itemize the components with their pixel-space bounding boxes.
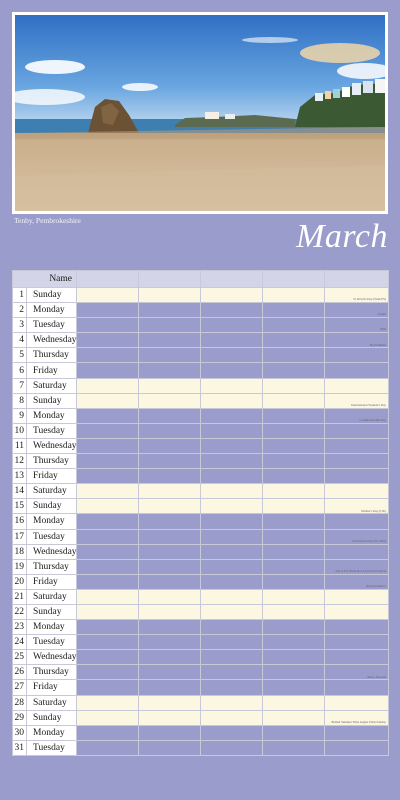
entry-cell[interactable] xyxy=(201,363,263,378)
entry-cell[interactable] xyxy=(201,438,263,453)
entry-cell[interactable] xyxy=(201,740,263,755)
day-name: Saturday xyxy=(27,484,77,499)
entry-cell[interactable] xyxy=(77,423,139,438)
holiday-note: St Patrick's Day (NI, ROI) xyxy=(325,529,389,544)
entry-cell[interactable] xyxy=(263,695,325,710)
holiday-note xyxy=(325,680,389,695)
holiday-note: Mawr Nowruz xyxy=(325,665,389,680)
day-name: Saturday xyxy=(27,378,77,393)
entry-cell[interactable] xyxy=(263,604,325,619)
day-row xyxy=(13,499,389,514)
day-row xyxy=(13,544,389,559)
day-row xyxy=(13,318,389,333)
day-name: Thursday xyxy=(27,454,77,469)
day-number: 16 xyxy=(13,514,27,529)
entry-cell[interactable] xyxy=(263,363,325,378)
day-name: Thursday xyxy=(27,348,77,363)
name-column-cell[interactable] xyxy=(201,271,263,288)
day-number: 6 xyxy=(13,363,27,378)
day-name: Wednesday xyxy=(27,650,77,665)
name-column-cell[interactable] xyxy=(263,271,325,288)
day-number: 18 xyxy=(13,544,27,559)
entry-cell[interactable] xyxy=(201,303,263,318)
entry-cell[interactable] xyxy=(77,438,139,453)
entry-cell[interactable] xyxy=(139,665,201,680)
entry-cell[interactable] xyxy=(263,484,325,499)
entry-cell[interactable] xyxy=(139,695,201,710)
day-number: 25 xyxy=(13,650,27,665)
entry-cell[interactable] xyxy=(77,604,139,619)
holiday-note: Holi xyxy=(325,318,389,333)
day-row xyxy=(13,650,389,665)
day-name: Monday xyxy=(27,725,77,740)
entry-cell[interactable] xyxy=(201,529,263,544)
entry-cell[interactable] xyxy=(263,665,325,680)
day-number: 19 xyxy=(13,559,27,574)
entry-cell[interactable] xyxy=(139,740,201,755)
day-name: Wednesday xyxy=(27,544,77,559)
entry-cell[interactable] xyxy=(139,363,201,378)
entry-cell[interactable] xyxy=(139,333,201,348)
day-row xyxy=(13,740,389,755)
holiday-note xyxy=(325,635,389,650)
entry-cell[interactable] xyxy=(139,559,201,574)
entry-cell[interactable] xyxy=(263,710,325,725)
holiday-note: Commonwealth Day xyxy=(325,408,389,423)
day-name: Friday xyxy=(27,363,77,378)
holiday-note xyxy=(325,469,389,484)
holiday-note xyxy=(325,454,389,469)
entry-cell[interactable] xyxy=(139,423,201,438)
entry-cell[interactable] xyxy=(139,348,201,363)
entry-cell[interactable] xyxy=(77,544,139,559)
entry-cell[interactable] xyxy=(263,454,325,469)
entry-cell[interactable] xyxy=(77,333,139,348)
day-name: Wednesday xyxy=(27,333,77,348)
entry-cell[interactable] xyxy=(263,469,325,484)
entry-cell[interactable] xyxy=(139,499,201,514)
entry-cell[interactable] xyxy=(263,318,325,333)
day-row xyxy=(13,529,389,544)
day-name: Thursday xyxy=(27,665,77,680)
entry-cell[interactable] xyxy=(139,680,201,695)
entry-cell[interactable] xyxy=(263,423,325,438)
entry-cell[interactable] xyxy=(139,408,201,423)
holiday-note xyxy=(325,589,389,604)
day-row xyxy=(13,363,389,378)
entry-cell[interactable] xyxy=(139,469,201,484)
entry-cell[interactable] xyxy=(139,318,201,333)
entry-cell[interactable] xyxy=(201,574,263,589)
day-row xyxy=(13,423,389,438)
photo-caption: Tenby, Pembrokeshire xyxy=(14,216,81,225)
day-name: Friday xyxy=(27,469,77,484)
entry-cell[interactable] xyxy=(263,393,325,408)
entry-cell[interactable] xyxy=(77,484,139,499)
entry-cell[interactable] xyxy=(263,288,325,303)
holiday-note xyxy=(325,740,389,755)
entry-cell[interactable] xyxy=(263,378,325,393)
entry-cell[interactable] xyxy=(263,620,325,635)
entry-cell[interactable] xyxy=(139,710,201,725)
entry-cell[interactable] xyxy=(77,695,139,710)
entry-cell[interactable] xyxy=(77,589,139,604)
entry-cell[interactable] xyxy=(77,378,139,393)
day-row xyxy=(13,303,389,318)
day-name: Sunday xyxy=(27,499,77,514)
holiday-note: St David's Day (WALES) xyxy=(325,288,389,303)
day-name: Tuesday xyxy=(27,423,77,438)
holiday-note: Eid al-Fitr Bank Hol Alt Dates Possible xyxy=(325,559,389,574)
entry-cell[interactable] xyxy=(263,514,325,529)
entry-cell[interactable] xyxy=(263,529,325,544)
entry-cell[interactable] xyxy=(77,529,139,544)
holiday-note xyxy=(325,695,389,710)
entry-cell[interactable] xyxy=(77,710,139,725)
entry-cell[interactable] xyxy=(201,393,263,408)
entry-cell[interactable] xyxy=(263,650,325,665)
holiday-note: British Summer Time begins Palm Sunday xyxy=(325,710,389,725)
day-row xyxy=(13,408,389,423)
day-number: 15 xyxy=(13,499,27,514)
day-rows xyxy=(13,288,389,756)
day-name: Tuesday xyxy=(27,635,77,650)
entry-cell[interactable] xyxy=(77,680,139,695)
day-number: 9 xyxy=(13,408,27,423)
entry-cell[interactable] xyxy=(139,378,201,393)
entry-cell[interactable] xyxy=(201,514,263,529)
entry-cell[interactable] xyxy=(201,288,263,303)
day-row xyxy=(13,589,389,604)
day-name: Monday xyxy=(27,303,77,318)
entry-cell[interactable] xyxy=(77,559,139,574)
entry-cell[interactable] xyxy=(201,544,263,559)
entry-cell[interactable] xyxy=(139,544,201,559)
day-name: Saturday xyxy=(27,695,77,710)
entry-cell[interactable] xyxy=(139,635,201,650)
day-name: Sunday xyxy=(27,710,77,725)
day-row xyxy=(13,665,389,680)
entry-cell[interactable] xyxy=(139,604,201,619)
day-number: 21 xyxy=(13,589,27,604)
day-name: Friday xyxy=(27,574,77,589)
planner-table xyxy=(12,270,389,756)
day-number: 28 xyxy=(13,695,27,710)
day-number: 24 xyxy=(13,635,27,650)
entry-cell[interactable] xyxy=(139,288,201,303)
day-number: 2 xyxy=(13,303,27,318)
day-number: 20 xyxy=(13,574,27,589)
day-number: 5 xyxy=(13,348,27,363)
day-row xyxy=(13,438,389,453)
entry-cell[interactable] xyxy=(139,484,201,499)
entry-cell[interactable] xyxy=(77,454,139,469)
entry-cell[interactable] xyxy=(139,589,201,604)
entry-cell[interactable] xyxy=(201,710,263,725)
day-number: 14 xyxy=(13,484,27,499)
entry-cell[interactable] xyxy=(201,333,263,348)
entry-cell[interactable] xyxy=(201,318,263,333)
day-number: 22 xyxy=(13,604,27,619)
name-column-header: Name xyxy=(13,271,77,288)
day-row xyxy=(13,635,389,650)
day-row xyxy=(13,559,389,574)
day-number: 12 xyxy=(13,454,27,469)
beach-photo xyxy=(15,15,385,211)
entry-cell[interactable] xyxy=(201,680,263,695)
entry-cell[interactable] xyxy=(201,635,263,650)
entry-cell[interactable] xyxy=(77,740,139,755)
entry-cell[interactable] xyxy=(201,484,263,499)
day-number: 4 xyxy=(13,333,27,348)
entry-cell[interactable] xyxy=(77,393,139,408)
day-row xyxy=(13,604,389,619)
entry-cell[interactable] xyxy=(77,650,139,665)
name-column-cell[interactable] xyxy=(139,271,201,288)
entry-cell[interactable] xyxy=(201,695,263,710)
entry-cell[interactable] xyxy=(139,725,201,740)
entry-cell[interactable] xyxy=(77,408,139,423)
entry-cell[interactable] xyxy=(263,635,325,650)
holiday-note: International Women's Day xyxy=(325,393,389,408)
day-name: Wednesday xyxy=(27,438,77,453)
entry-cell[interactable] xyxy=(77,725,139,740)
holiday-note xyxy=(325,378,389,393)
day-row xyxy=(13,393,389,408)
day-row xyxy=(13,725,389,740)
day-row xyxy=(13,620,389,635)
entry-cell[interactable] xyxy=(77,469,139,484)
entry-cell[interactable] xyxy=(201,725,263,740)
entry-cell[interactable] xyxy=(77,288,139,303)
day-row xyxy=(13,454,389,469)
day-name: Sunday xyxy=(27,604,77,619)
day-name: Thursday xyxy=(27,559,77,574)
entry-cell[interactable] xyxy=(77,318,139,333)
day-row xyxy=(13,469,389,484)
entry-cell[interactable] xyxy=(77,665,139,680)
entry-cell[interactable] xyxy=(139,454,201,469)
day-number: 10 xyxy=(13,423,27,438)
entry-cell[interactable] xyxy=(263,408,325,423)
entry-cell[interactable] xyxy=(139,303,201,318)
day-number: 30 xyxy=(13,725,27,740)
day-number: 17 xyxy=(13,529,27,544)
entry-cell[interactable] xyxy=(77,635,139,650)
entry-cell[interactable] xyxy=(139,438,201,453)
day-number: 1 xyxy=(13,288,27,303)
day-number: 29 xyxy=(13,710,27,725)
header-row xyxy=(13,271,389,288)
day-row xyxy=(13,710,389,725)
day-row xyxy=(13,695,389,710)
entry-cell[interactable] xyxy=(201,604,263,619)
day-row xyxy=(13,333,389,348)
photo-frame xyxy=(12,12,388,214)
holiday-note: Holi Sulhafa xyxy=(325,333,389,348)
beach-landscape-image xyxy=(15,15,385,211)
day-row xyxy=(13,348,389,363)
entry-cell[interactable] xyxy=(139,574,201,589)
holiday-note: Purim xyxy=(325,303,389,318)
holiday-note: Mother's Day (UK) xyxy=(325,499,389,514)
day-number: 13 xyxy=(13,469,27,484)
entry-cell[interactable] xyxy=(201,454,263,469)
entry-cell[interactable] xyxy=(263,333,325,348)
month-title: March xyxy=(296,218,388,255)
entry-cell[interactable] xyxy=(263,574,325,589)
entry-cell[interactable] xyxy=(77,574,139,589)
day-number: 23 xyxy=(13,620,27,635)
day-row xyxy=(13,484,389,499)
entry-cell[interactable] xyxy=(201,469,263,484)
entry-cell[interactable] xyxy=(263,303,325,318)
holiday-note xyxy=(325,604,389,619)
holiday-note xyxy=(325,363,389,378)
day-name: Sunday xyxy=(27,393,77,408)
entry-cell[interactable] xyxy=(201,650,263,665)
entry-cell[interactable] xyxy=(263,559,325,574)
day-row xyxy=(13,574,389,589)
entry-cell[interactable] xyxy=(139,393,201,408)
day-name: Sunday xyxy=(27,288,77,303)
name-column-cell[interactable] xyxy=(77,271,139,288)
entry-cell[interactable] xyxy=(201,378,263,393)
day-name: Saturday xyxy=(27,589,77,604)
day-number: 31 xyxy=(13,740,27,755)
entry-cell[interactable] xyxy=(139,514,201,529)
entry-cell[interactable] xyxy=(263,680,325,695)
holiday-note: Spring Equinox xyxy=(325,574,389,589)
holiday-note xyxy=(325,544,389,559)
entry-cell[interactable] xyxy=(263,740,325,755)
day-number: 11 xyxy=(13,438,27,453)
entry-cell[interactable] xyxy=(139,529,201,544)
day-number: 8 xyxy=(13,393,27,408)
holiday-note xyxy=(325,438,389,453)
entry-cell[interactable] xyxy=(263,544,325,559)
day-name: Monday xyxy=(27,514,77,529)
holiday-note xyxy=(325,620,389,635)
entry-cell[interactable] xyxy=(263,499,325,514)
entry-cell[interactable] xyxy=(201,559,263,574)
day-row xyxy=(13,378,389,393)
entry-cell[interactable] xyxy=(263,589,325,604)
day-number: 27 xyxy=(13,680,27,695)
day-name: Friday xyxy=(27,680,77,695)
entry-cell[interactable] xyxy=(201,665,263,680)
day-row xyxy=(13,288,389,303)
entry-cell[interactable] xyxy=(201,589,263,604)
entry-cell[interactable] xyxy=(139,620,201,635)
day-name: Monday xyxy=(27,408,77,423)
entry-cell[interactable] xyxy=(263,438,325,453)
entry-cell[interactable] xyxy=(77,363,139,378)
holiday-note xyxy=(325,423,389,438)
entry-cell[interactable] xyxy=(77,348,139,363)
entry-cell[interactable] xyxy=(77,499,139,514)
entry-cell[interactable] xyxy=(201,620,263,635)
entry-cell[interactable] xyxy=(77,303,139,318)
day-name: Tuesday xyxy=(27,318,77,333)
day-name: Tuesday xyxy=(27,740,77,755)
entry-cell[interactable] xyxy=(139,650,201,665)
day-number: 3 xyxy=(13,318,27,333)
holiday-note xyxy=(325,650,389,665)
entry-cell[interactable] xyxy=(201,423,263,438)
entry-cell[interactable] xyxy=(77,620,139,635)
entry-cell[interactable] xyxy=(263,725,325,740)
holiday-note xyxy=(325,514,389,529)
entry-cell[interactable] xyxy=(201,408,263,423)
day-row xyxy=(13,514,389,529)
holiday-note xyxy=(325,484,389,499)
day-number: 7 xyxy=(13,378,27,393)
day-name: Tuesday xyxy=(27,529,77,544)
holiday-note xyxy=(325,348,389,363)
holiday-note xyxy=(325,725,389,740)
entry-cell[interactable] xyxy=(201,348,263,363)
entry-cell[interactable] xyxy=(201,499,263,514)
entry-cell[interactable] xyxy=(263,348,325,363)
day-name: Monday xyxy=(27,620,77,635)
name-column-cell[interactable] xyxy=(325,271,389,288)
day-number: 26 xyxy=(13,665,27,680)
entry-cell[interactable] xyxy=(77,514,139,529)
day-row xyxy=(13,680,389,695)
